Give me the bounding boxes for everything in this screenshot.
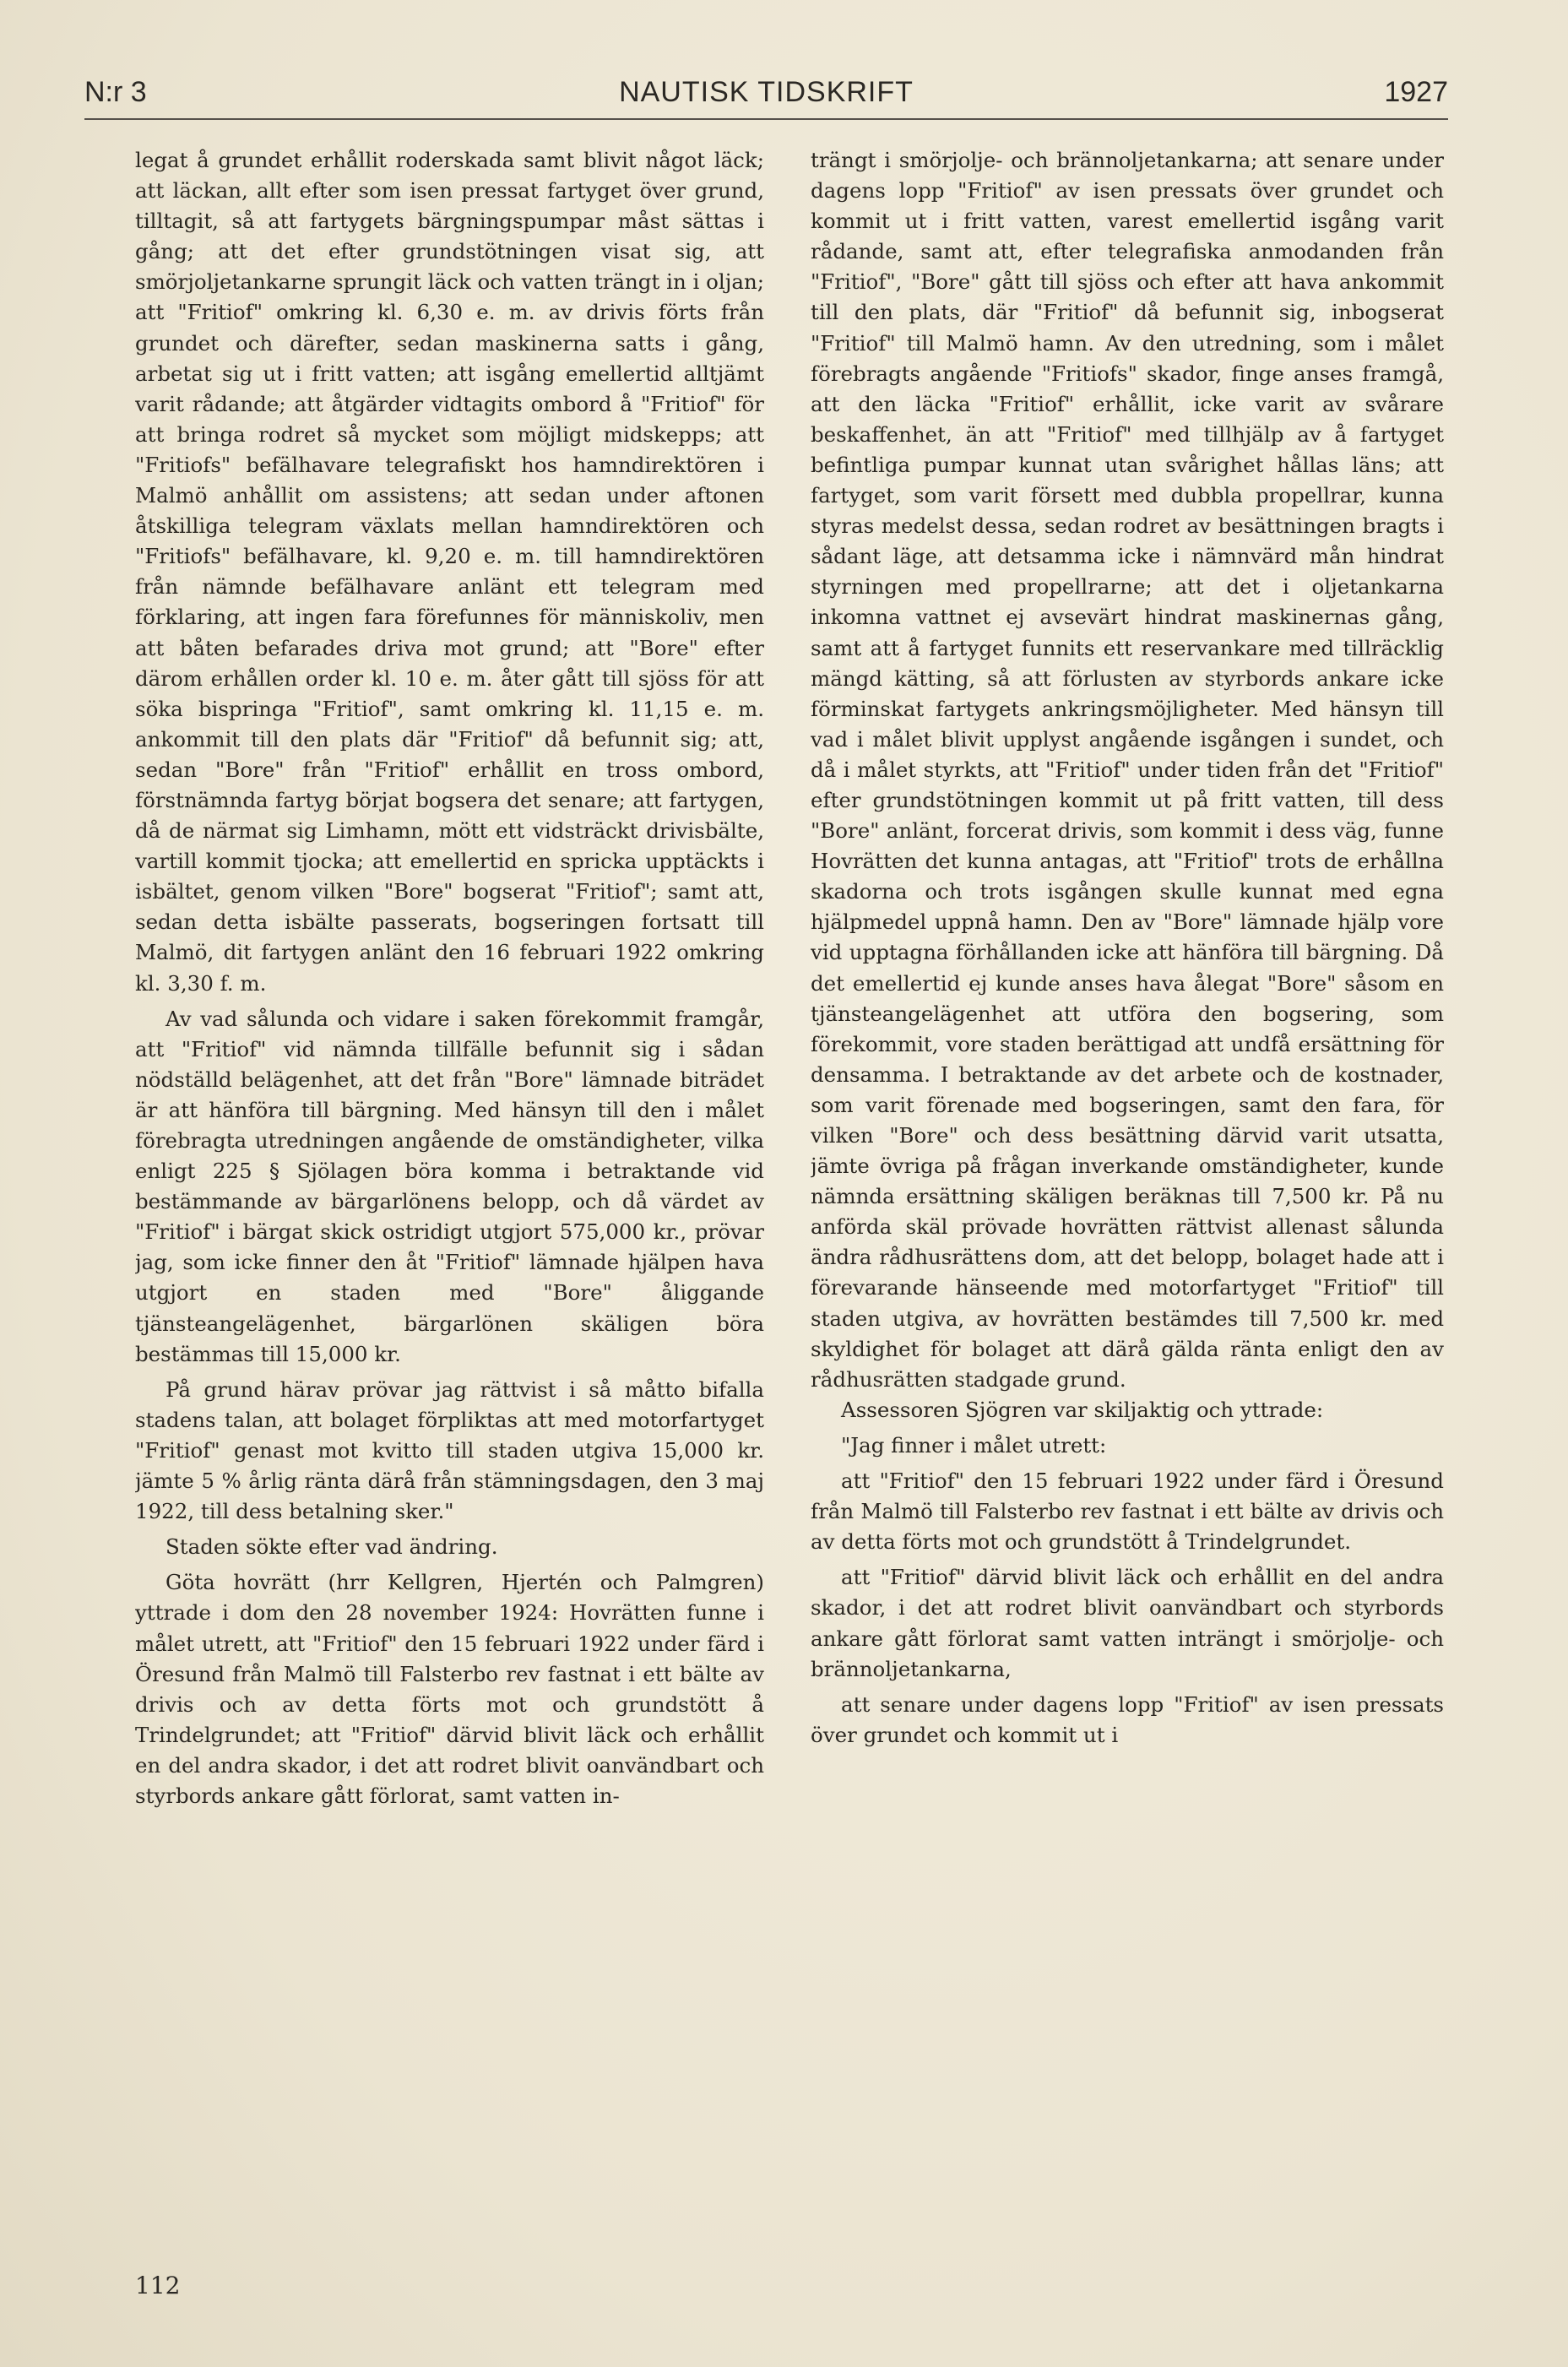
publication-year: 1927 bbox=[1384, 76, 1448, 108]
paragraph: legat å grundet erhållit roderskada samt blivit något läck; att läckan, allt efter som isen pressat fartyget över grund, tilltagit, så att fartygets bärgningspumpar måst sättas i gång; att det efter grundstötningen visat sig, att smörjoljetankarne sprungit läck och vatten trängt in i oljan; att "Fritiof" omkring kl. 6,30 e. m. av drivis förts från grundet och därefter, sedan maskinerna satts i gång, arbetat sig ut i fritt vatten; att isgång emellertid alltjämt varit rådande; att åtgärder vidtagits ombord å "Fritiof" för att bringa rodret så mycket som möjligt midskepps; att "Fritiofs" befälhavare telegrafiskt hos hamndirektören i Malmö anhållit om assistens; att sedan under aftonen åtskilliga telegram växlats mellan hamndirektören och "Fritiofs" befälhavare, kl. 9,20 e. m. till hamndirektören från nämnde befälhavare anlänt ett telegram med förklaring, att ingen fara förefunnes för människoliv, men att båten befarades driva mot grund; att "Bore" efter därom erhållen order kl. 10 e. m. åter gått till sjöss för att söka bispringa "Fritiof", samt omkring kl. 11,15 e. m. ankommit till den plats där "Fritiof" då befunnit sig; att, sedan "Bore" från "Fritiof" erhållit en tross ombord, förstnämnda fartyg börjat bogsera det senare; att fartygen, då de närmat sig Limhamn, mött ett vidsträckt drivisbälte, vartill kommit tjocka; att emellertid en spricka upptäckts i isbältet, genom vilken "Bore" bogserat "Fritiof"; samt att, sedan detta isbälte passerats, bogseringen fortsatt till Malmö, dit fartygen anlänt den 16 februari 1922 omkring kl. 3,30 f. m. bbox=[135, 148, 764, 996]
right-text-column bbox=[811, 145, 1444, 2180]
issue-number: N:r 3 bbox=[84, 76, 147, 108]
left-text-column bbox=[135, 145, 764, 2180]
paragraph: trängt i smörjolje- och brännoljetankarna; att senare under dagens lopp "Fritiof" av isen pressats över grundet och kommit ut i fritt vatten, varest emellertid isgång varit rådande, samt att, efter telegrafiska anmodanden från "Fritiof", "Bore" gått till sjöss och efter att hava ankommit till den plats, där "Fritiof" då befunnit sig, inbogserat "Fritiof" till Malmö hamn. Av den utredning, som i målet förebragts angående "Fritiofs" skador, finge anses framgå, att den läcka "Fritiof" erhållit, icke varit av svårare beskaffenhet, än att "Fritiof" med tillhjälp av å fartyget befintliga pumpar kunnat utan svårighet hållas läns; att fartyget, som varit försett med dubbla propellrar, kunna styras medelst dessa, sedan rodret av besättningen bragts i sådant läge, att detsamma icke i nämnvärd mån hindrat styrningen med propellrarne; att det i oljetankarna inkomna vattnet ej avsevärt hindrat maskinernas gång, samt att å fartyget funnits ett reservankare med tillräcklig mängd kätting, så att förlusten av styrbords ankare icke förminskat fartygets ankringsmöjligheter. Med hänsyn till vad i målet blivit upplyst angående isgången i sundet, och då i målet styrkts, att "Fritiof" under tiden från det "Fritiof" efter grundstötningen kommit ut på fritt vatten, till dess "Bore" anlänt, forcerat drivis, som kommit i dess väg, funne Hovrätten det kunna antagas, att "Fritiof" trots de erhållna skadorna och trots isgången skulle kunnat med egna hjälpmedel uppnå hamn. Den av "Bore" lämnade hjälp vore vid upptagna förhållanden icke att hänföra till bärgning. Då det emellertid ej kunde anses hava ålegat "Bore" såsom en tjänsteangelägenhet att utföra den bogsering, som förekommit, vore staden berättigad att undfå ersättning för densamma. I betraktande av det arbete och de kostnader, som varit förenade med bogseringen, samt den fara, för vilken "Bore" och dess besättning därvid varit utsatta, jämte övriga på frågan inverkande omständigheter, kunde nämnda ersättning skäligen beräknas till 7,500 kr. På nu anförda skäl prövade hovrätten rättvist allenast sålunda ändra rådhusrättens dom, att det belopp, bolaget hade att i förevarande hänseende med motorfartyget "Fritiof" till staden utgiva, av hovrätten bestämdes till 7,500 kr. med skyldighet för bolaget att därå gälda ränta enligt den av rådhusrätten stadgade grund. bbox=[811, 148, 1444, 1392]
paragraph: "Jag finner i målet utrett: bbox=[841, 1432, 1107, 1458]
paragraph: att senare under dagens lopp "Fritiof" av isen pressats över grundet och kommit ut i bbox=[811, 1691, 1444, 1747]
page-number: 112 bbox=[135, 2272, 181, 2299]
paragraph: På grund härav prövar jag rättvist i så måtto bifalla stadens talan, att bolaget förpliktas att med motorfartyget "Fritiof" genast mot kvitto till staden utgiva 15,000 kr. jämte 5 % årlig ränta därå från stämningsdagen, den 3 maj 1922, till dess betalning sker." bbox=[135, 1376, 764, 1524]
paragraph: Av vad sålunda och vidare i saken förekommit framgår, att "Fritiof" vid nämnda tillfälle befunnit sig i sådan nödställd belägenhet, att det från "Bore" lämnade biträdet är att hänföra till bärgning. Med hänsyn till den i målet förebragta utredningen angående de omständigheter, vilka enligt 225 § Sjölagen böra komma i betraktande vid bestämmande av bärgarlönens belopp, och då värdet av "Fritiof" i bärgat skick ostridigt utgjort 575,000 kr., prövar jag, som icke finner den åt "Fritiof" lämnade hjälpen hava utgjort en staden med "Bore" åliggande tjänsteangelägenhet, bärgarlönen skäligen böra bestämmas till 15,000 kr. bbox=[135, 1006, 764, 1366]
paragraph: att "Fritiof" därvid blivit läck och erhållit en del andra skador, i det att rodret blivit oanvändbart och styrbords ankare gått förlorat samt vatten inträngt i smörjolje- och brännoljetankarna, bbox=[811, 1565, 1444, 1681]
paragraph: Assessoren Sjögren var skiljaktig och yttrade: bbox=[841, 1397, 1324, 1422]
paragraph: Göta hovrätt (hrr Kellgren, Hjertén och Palmgren) yttrade i dom den 28 november 1924: Hovrätten funne i målet utrett, att "Fritiof" den 15 februari 1922 under färd i Öresund från Malmö till Falsterbo rev fastnat i ett bälte av drivis och av detta förts mot och grundstött å Trindelgrundet; att "Fritiof" därvid blivit läck och erhållit en del andra skador, i det att rodret blivit oanvändbart och styrbords ankare gått förlorat, samt vatten in- bbox=[135, 1570, 764, 1808]
paragraph: att "Fritiof" den 15 februari 1922 under färd i Öresund från Malmö till Falsterbo rev fastnat i ett bälte av drivis och av detta förts mot och grundstött å Trindelgrundet. bbox=[811, 1469, 1444, 1555]
page-header bbox=[84, 69, 1448, 120]
header-divider bbox=[84, 118, 1448, 120]
paragraph: Staden sökte efter vad ändring. bbox=[165, 1534, 498, 1560]
journal-title: NAUTISK TIDSKRIFT bbox=[619, 76, 914, 108]
